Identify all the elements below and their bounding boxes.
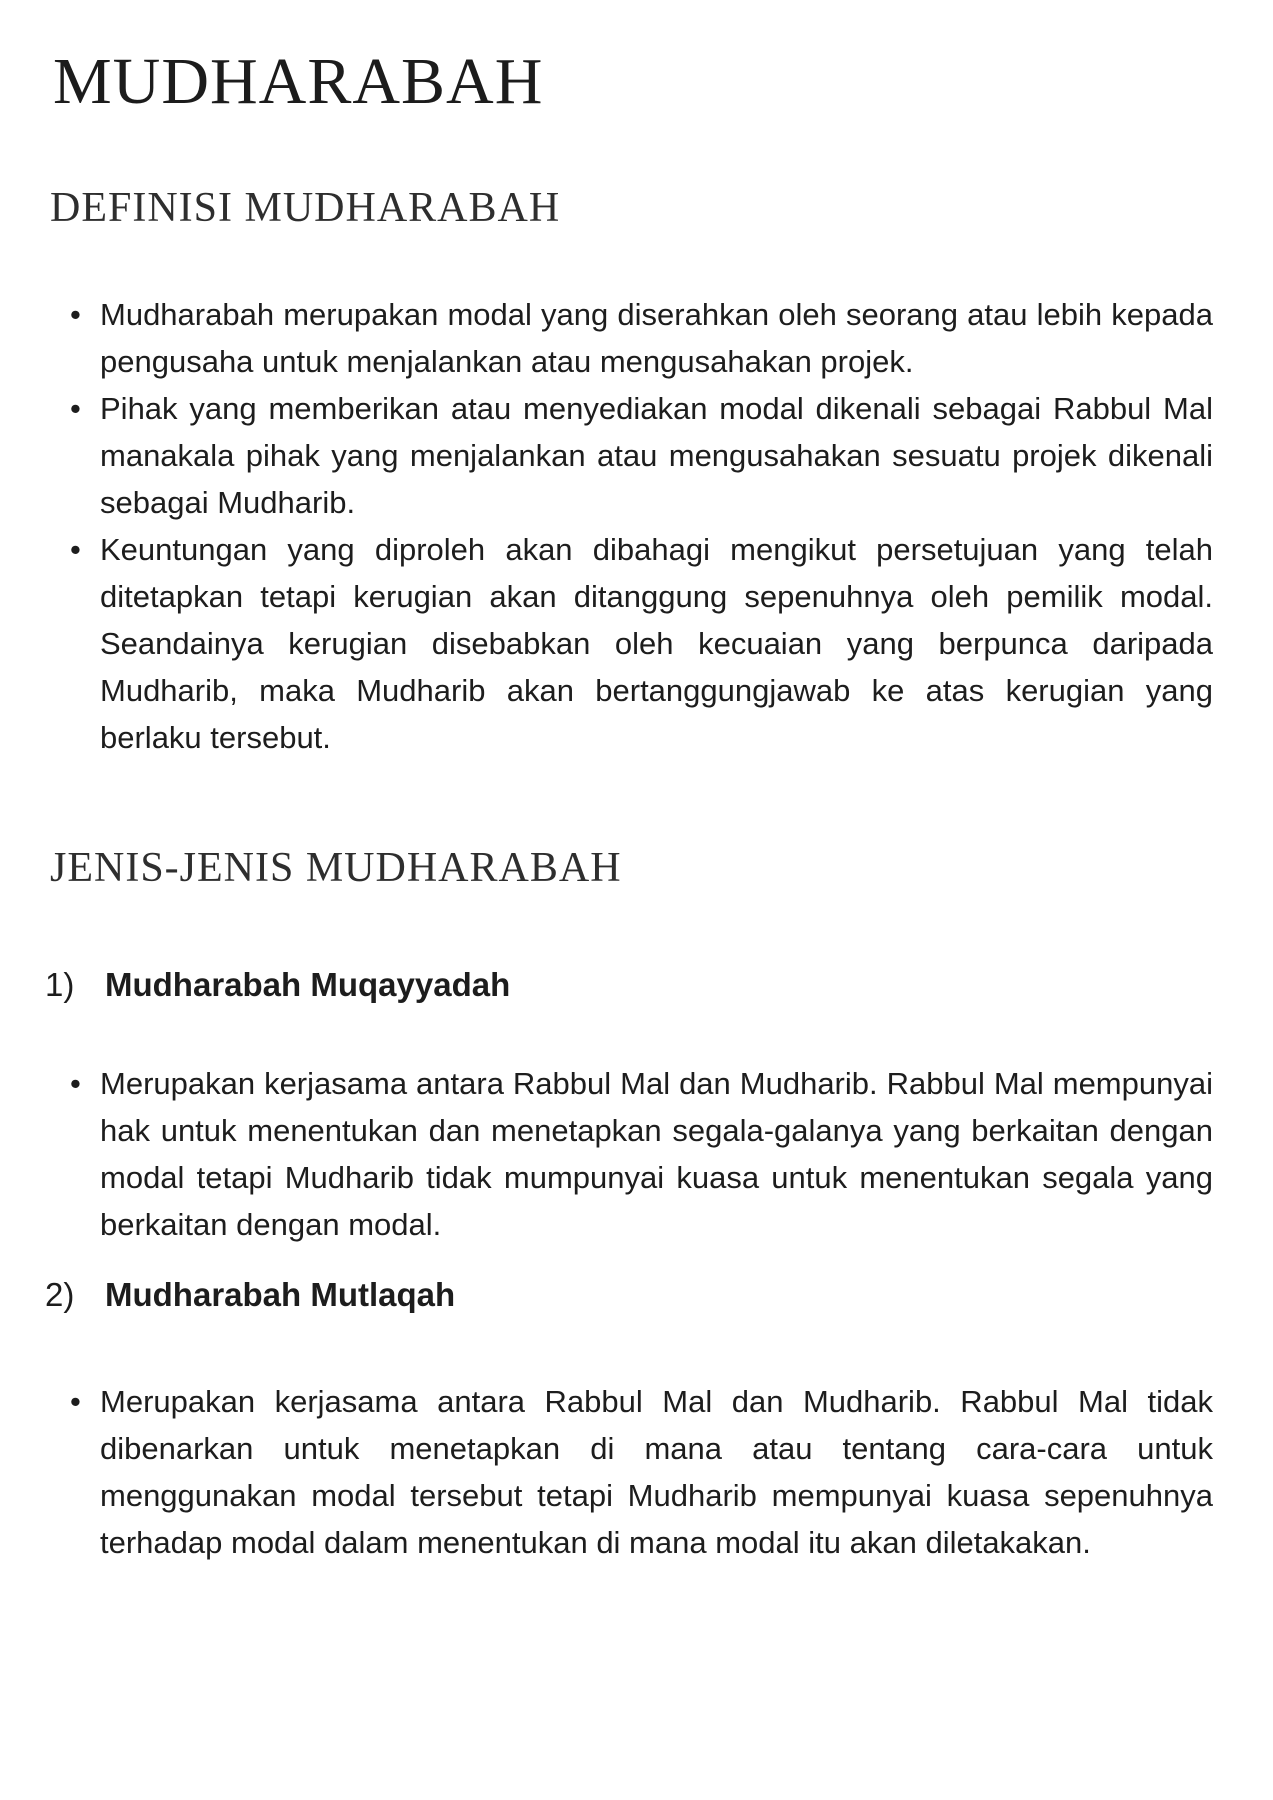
- type-title: Mudharabah Mutlaqah: [105, 1276, 456, 1313]
- list-item-text: Pihak yang memberikan atau menyediakan modal dikenali sebagai Rabbul Mal manakala pihak yang menjalankan atau mengusahakan sesuatu projek dikenali sebagai Mudharib.: [100, 391, 1213, 520]
- bullet-icon: •: [70, 1384, 81, 1419]
- list-item: [70, 291, 1213, 385]
- muqayyadah-bullet-list: [70, 1060, 1213, 1248]
- list-item: [70, 526, 1213, 761]
- bullet-icon: •: [70, 1066, 81, 1101]
- list-item: [70, 1060, 1213, 1248]
- definisi-bullet-list: [70, 291, 1213, 761]
- list-number: 2): [45, 1276, 75, 1313]
- numbered-heading-muqayyadah: [45, 964, 510, 1007]
- bullet-icon: •: [70, 532, 81, 567]
- list-item-text: Keuntungan yang diproleh akan dibahagi mengikut persetujuan yang telah ditetapkan tetapi kerugian akan ditanggung sepenuhnya oleh pemilik modal. Seandainya kerugian disebabkan oleh kecuaian yang berpunca daripada Mudharib, maka Mudharib akan bertanggungjawab ke atas kerugian yang berlaku tersebut.: [100, 532, 1213, 755]
- list-number: 1): [45, 966, 75, 1003]
- bullet-icon: •: [70, 297, 81, 332]
- list-item-text: Merupakan kerjasama antara Rabbul Mal dan Mudharib. Rabbul Mal mempunyai hak untuk menentukan dan menetapkan segala-galanya yang berkaitan dengan modal tetapi Mudharib tidak mumpunyai kuasa untuk menentukan segala yang berkaitan dengan modal.: [100, 1066, 1213, 1242]
- section-heading-definisi: DEFINISI MUDHARABAH: [50, 185, 561, 231]
- list-item: [70, 1378, 1213, 1566]
- bullet-icon: •: [70, 391, 81, 426]
- list-item-text: Merupakan kerjasama antara Rabbul Mal dan Mudharib. Rabbul Mal tidak dibenarkan untuk menetapkan di mana atau tentang cara-cara untuk menggunakan modal tersebut tetapi Mudharib mempunyai kuasa sepenuhnya terhadap modal dalam menentukan di mana modal itu akan diletakakan.: [100, 1384, 1213, 1560]
- list-item-text: Mudharabah merupakan modal yang diserahkan oleh seorang atau lebih kepada pengusaha untuk menjalankan atau mengusahakan projek.: [100, 297, 1213, 379]
- page-title: MUDHARABAH: [53, 45, 544, 118]
- numbered-heading-mutlaqah: [45, 1274, 455, 1317]
- type-title: Mudharabah Muqayyadah: [105, 966, 511, 1003]
- list-item: [70, 385, 1213, 526]
- section-heading-jenis: JENIS-JENIS MUDHARABAH: [50, 845, 622, 891]
- mutlaqah-bullet-list: [70, 1378, 1213, 1566]
